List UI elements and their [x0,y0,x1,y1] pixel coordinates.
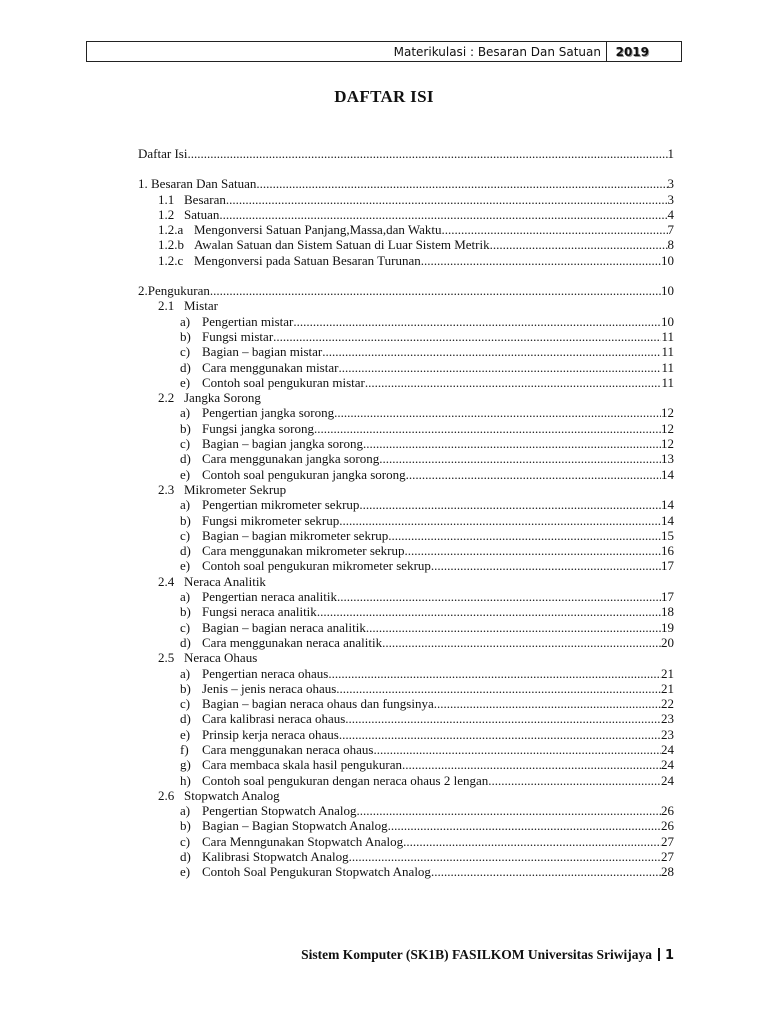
toc-leader-dots [328,666,661,681]
toc-item[interactable] [138,757,674,772]
toc-title: Awalan Satuan dan Sistem Satuan di Luar Sistem Metrik [194,237,490,253]
toc-letter: b) [180,604,191,620]
header-title: Materikulasi : Besaran Dan Satuan [393,45,601,59]
toc-title: 1. Besaran Dan Satuan [138,176,257,192]
toc-page-number: 3 [667,191,674,207]
toc-page-number: 17 [661,589,674,605]
toc-leader-dots [339,513,661,528]
toc-letter: c) [180,833,191,849]
toc-subsection[interactable] [138,253,674,268]
page-footer [301,947,674,963]
toc-leader-dots [431,558,661,573]
toc-title: Bagian – bagian jangka sorong [202,436,364,452]
toc-title: Daftar Isi [138,146,188,161]
toc-title: Bagian – bagian mikrometer sekrup [202,527,389,543]
toc-subsection[interactable] [138,788,674,803]
footer-divider [658,948,660,961]
toc-title: Cara Menngunakan Stopwatch Analog [202,833,404,849]
toc-title: Satuan [184,206,220,222]
toc-leader-dots [336,681,661,696]
toc-leader-dots [226,192,668,207]
toc-page-number: 24 [661,757,674,773]
toc-page-number: 17 [661,558,674,574]
toc-title: Contoh soal pengukuran jangka sorong [202,466,406,482]
footer-page-number: 1 [664,948,674,963]
toc-leader-dots [349,849,661,864]
toc-letter: c) [180,436,191,452]
toc-item[interactable] [138,803,674,818]
toc-item[interactable] [138,543,674,558]
toc-title: Cara menggunakan neraca ohaus [202,741,374,757]
toc-page-number: 21 [661,680,674,696]
toc-chapter[interactable] [138,146,674,161]
toc-title: Bagian – bagian neraca ohaus dan fungsinya [202,696,434,712]
toc-page-number: 13 [661,451,674,467]
toc-subsection[interactable] [138,237,674,252]
toc-leader-dots [322,344,661,359]
toc-page-number: 22 [661,696,674,712]
toc-leader-dots [357,803,661,818]
toc-leader-dots [365,375,662,390]
toc-leader-dots [187,146,667,161]
toc-letter: d) [180,711,191,727]
toc-page-number: 3 [667,176,674,192]
toc-item[interactable] [138,711,674,726]
toc-leader-dots [359,497,661,512]
toc-page-number: 1 [667,146,674,161]
toc-title: Jangka Sorong [184,390,261,406]
toc-letter: g) [180,757,191,773]
toc-title: Bagian – bagian mistar [202,344,323,360]
toc-page-number: 11 [661,359,674,375]
toc-letter: c) [180,619,191,635]
toc-page-number: 11 [661,374,674,390]
page-header [86,41,682,62]
toc-page-number: 23 [661,726,674,742]
toc-letter: e) [180,864,191,880]
toc-letter: d) [180,359,191,375]
toc-leader-dots [382,635,661,650]
toc-letter: e) [180,558,191,574]
toc-title: Mengonversi Satuan Panjang,Massa,dan Waktu [194,222,442,238]
toc-letter: a) [180,665,191,681]
toc-title: Bagian – bagian neraca analitik [202,619,366,635]
toc-title: Neraca Analitik [184,573,266,589]
toc-title: Contoh Soal Pengukuran Stopwatch Analog [202,864,431,880]
toc-item[interactable] [138,604,674,619]
toc-number: 1.2.a [158,222,184,238]
toc-title: Cara menggunakan mistar [202,359,339,375]
toc-leader-dots [405,543,661,558]
toc-title: Mikrometer Sekrup [184,481,287,497]
toc-letter: c) [180,696,191,712]
toc-item[interactable] [138,620,674,635]
toc-item[interactable] [138,497,674,512]
toc-page-number: 10 [661,252,674,268]
toc-item[interactable] [138,451,674,466]
toc-title: Cara kalibrasi neraca ohaus [202,711,346,727]
toc-page-number: 10 [661,313,674,329]
toc-title: Pengertian mistar [202,313,294,329]
toc-number: 2.2 [158,390,175,406]
toc-title: Neraca Ohaus [184,650,258,666]
toc-item[interactable] [138,818,674,833]
toc-leader-dots [256,176,667,191]
toc-page-number: 10 [661,283,674,299]
toc-page-number: 14 [661,466,674,482]
toc-page-number: 27 [661,833,674,849]
toc-item[interactable] [138,329,674,344]
toc-item[interactable] [138,513,674,528]
toc-title: Contoh soal pengukuran mikrometer sekrup [202,558,431,574]
toc-letter: d) [180,634,191,650]
toc-leader-dots [402,757,661,772]
toc-leader-dots [337,589,661,604]
toc-letter: d) [180,451,191,467]
toc-item[interactable] [138,696,674,711]
toc-leader-dots [314,421,661,436]
toc-page-number: 7 [667,222,674,238]
toc-item[interactable] [138,864,674,879]
toc-item[interactable] [138,528,674,543]
toc-page-number: 4 [667,206,674,222]
toc-leader-dots [431,864,661,879]
toc-letter: a) [180,313,191,329]
toc-letter: c) [180,527,191,543]
toc-page-number: 14 [661,497,674,513]
toc-leader-dots [441,222,667,237]
toc-page-number: 14 [661,512,674,528]
toc-letter: c) [180,344,191,360]
toc-title: 2.Pengukuran [138,283,210,299]
toc-letter: b) [180,680,191,696]
header-year: 2019 [615,45,649,59]
toc-item[interactable] [138,558,674,573]
toc-letter: h) [180,772,191,788]
toc-page-number: 12 [661,405,674,421]
toc-item[interactable] [138,773,674,788]
toc-subsection[interactable] [138,207,674,222]
toc-page-number: 26 [661,803,674,819]
toc-subsection[interactable] [138,192,674,207]
toc-item[interactable] [138,849,674,864]
toc-item[interactable] [138,344,674,359]
toc-title: Pengertian mikrometer sekrup [202,497,360,513]
toc-title: Cara membaca skala hasil pengukuran [202,757,402,773]
toc-letter: b) [180,818,191,834]
toc-page-number: 21 [661,665,674,681]
toc-leader-dots [373,742,661,757]
toc-title: Pengertian jangka sorong [202,405,335,421]
toc-leader-dots [434,696,661,711]
toc-spacer [138,268,674,283]
toc-letter: a) [180,405,191,421]
toc-leader-dots [379,451,661,466]
toc-letter: e) [180,374,191,390]
toc-letter: b) [180,328,191,344]
toc-subsection[interactable] [138,298,674,313]
toc-title: Fungsi jangka sorong [202,420,314,436]
toc-subsection[interactable] [138,574,674,589]
toc-leader-dots [388,818,661,833]
toc-title: Fungsi mikrometer sekrup [202,512,340,528]
toc-letter: b) [180,512,191,528]
toc-leader-dots [421,253,661,268]
toc-title: Fungsi neraca analitik [202,604,317,620]
toc-leader-dots [490,237,668,252]
toc-number: 1.2.b [158,237,184,253]
toc-number: 1.1 [158,191,175,207]
toc-leader-dots [345,711,661,726]
toc-letter: b) [180,420,191,436]
toc-title: Mengonversi pada Satuan Besaran Turunan [194,252,421,268]
toc-number: 2.1 [158,298,175,314]
toc-title: Contoh soal pengukuran dengan neraca ohaus 2 lengan [202,772,489,788]
toc-chapter[interactable] [138,283,674,298]
table-of-contents [138,146,674,880]
toc-page-number: 15 [661,527,674,543]
toc-page-number: 11 [661,344,674,360]
toc-page-number: 24 [661,772,674,788]
toc-subsection[interactable] [138,482,674,497]
toc-letter: e) [180,726,191,742]
toc-chapter[interactable] [138,176,674,191]
toc-page-number: 18 [661,604,674,620]
toc-title: Pengertian neraca analitik [202,589,337,605]
toc-letter: a) [180,803,191,819]
toc-title: Mistar [184,298,218,314]
toc-title: Bagian – Bagian Stopwatch Analog [202,818,388,834]
toc-title: Kalibrasi Stopwatch Analog [202,849,349,865]
toc-item[interactable] [138,742,674,757]
toc-page-number: 8 [667,237,674,253]
toc-letter: a) [180,497,191,513]
toc-spacer [138,161,674,176]
toc-title: Pengertian Stopwatch Analog [202,803,357,819]
toc-title: Jenis – jenis neraca ohaus [202,680,337,696]
toc-page-number: 16 [661,543,674,559]
toc-leader-dots [293,314,661,329]
toc-letter: e) [180,466,191,482]
toc-number: 1.2 [158,206,175,222]
toc-page-number: 11 [661,328,674,344]
toc-title: Stopwatch Analog [184,787,280,803]
page-title: DAFTAR ISI [334,87,434,106]
toc-letter: f) [180,741,189,757]
toc-item[interactable] [138,635,674,650]
toc-item[interactable] [138,589,674,604]
toc-number: 2.3 [158,481,175,497]
footer-title: Sistem Komputer (SK1B) FASILKOM Universitas Sriwijaya [301,947,652,962]
toc-leader-dots [388,528,661,543]
toc-letter: a) [180,589,191,605]
toc-leader-dots [339,727,661,742]
toc-leader-dots [406,467,661,482]
toc-letter: d) [180,543,191,559]
toc-number: 2.4 [158,573,175,589]
toc-leader-dots [210,283,661,298]
toc-item[interactable] [138,436,674,451]
toc-leader-dots [219,207,667,222]
toc-title: Prinsip kerja neraca ohaus [202,726,339,742]
toc-item[interactable] [138,375,674,390]
toc-page-number: 27 [661,849,674,865]
toc-page-number: 28 [661,864,674,880]
toc-page-number: 26 [661,818,674,834]
toc-leader-dots [334,405,661,420]
toc-title: Cara menggunakan jangka sorong [202,451,380,467]
toc-item[interactable] [138,360,674,375]
toc-leader-dots [338,360,661,375]
toc-number: 2.5 [158,650,175,666]
toc-subsection[interactable] [138,222,674,237]
toc-letter: d) [180,849,191,865]
toc-title: Besaran [184,191,226,207]
toc-page-number: 12 [661,420,674,436]
toc-item[interactable] [138,467,674,482]
toc-leader-dots [403,834,661,849]
toc-leader-dots [273,329,661,344]
toc-page-number: 24 [661,741,674,757]
toc-number: 2.6 [158,787,175,803]
toc-leader-dots [363,436,661,451]
toc-item[interactable] [138,666,674,681]
toc-page-number: 12 [661,436,674,452]
toc-title: Pengertian neraca ohaus [202,665,329,681]
toc-subsection[interactable] [138,390,674,405]
toc-item[interactable] [138,834,674,849]
toc-page-number: 19 [661,619,674,635]
toc-page-number: 23 [661,711,674,727]
toc-item[interactable] [138,405,674,420]
toc-title: Fungsi mistar [202,328,274,344]
toc-title: Cara menggunakan neraca analitik [202,634,383,650]
toc-item[interactable] [138,314,674,329]
toc-leader-dots [317,604,661,619]
toc-leader-dots [488,773,661,788]
toc-leader-dots [366,620,661,635]
toc-item[interactable] [138,421,674,436]
toc-item[interactable] [138,681,674,696]
toc-subsection[interactable] [138,650,674,665]
toc-title: Contoh soal pengukuran mistar [202,374,365,390]
toc-number: 1.2.c [158,252,184,268]
toc-title: Cara menggunakan mikrometer sekrup [202,543,405,559]
header-divider [606,42,607,61]
toc-item[interactable] [138,727,674,742]
toc-page-number: 20 [661,634,674,650]
